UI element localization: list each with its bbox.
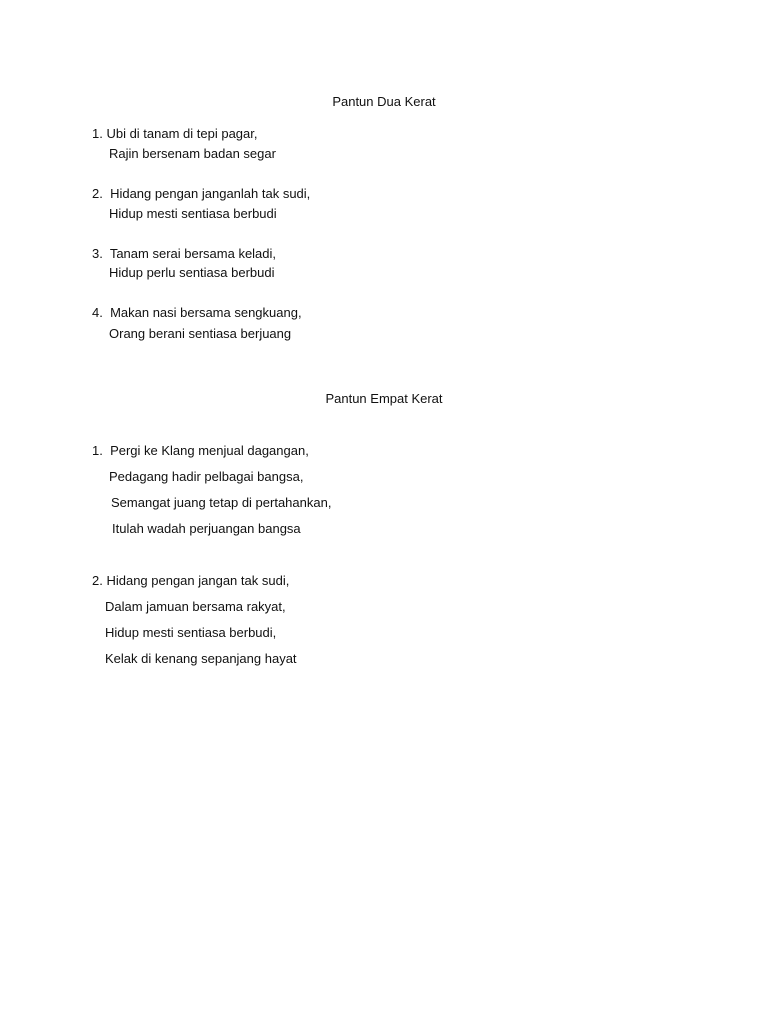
pantun-dua-1-line-1: 1. Ubi di tanam di tepi pagar,	[92, 126, 258, 141]
pantun-dua-4-line-1: 4. Makan nasi bersama sengkuang,	[92, 305, 302, 320]
pantun-empat-1-line-4: Itulah wadah perjuangan bangsa	[112, 521, 301, 536]
pantun-empat-2-line-1: 2. Hidang pengan jangan tak sudi,	[92, 573, 290, 588]
pantun-dua-2-line-2: Hidup mesti sentiasa berbudi	[109, 206, 277, 221]
pantun-empat-2-line-3: Hidup mesti sentiasa berbudi,	[105, 625, 277, 640]
heading-pantun-dua-kerat: Pantun Dua Kerat	[332, 94, 436, 109]
heading-pantun-empat-kerat: Pantun Empat Kerat	[325, 391, 443, 406]
pantun-dua-3-line-2: Hidup perlu sentiasa berbudi	[109, 265, 275, 280]
pantun-dua-4-line-2: Orang berani sentiasa berjuang	[109, 326, 292, 341]
pantun-dua-1-line-2: Rajin bersenam badan segar	[109, 146, 276, 161]
pantun-dua-2-line-1: 2. Hidang pengan janganlah tak sudi,	[92, 186, 311, 201]
pantun-empat-2-line-4: Kelak di kenang sepanjang hayat	[105, 651, 297, 666]
pantun-dua-3-line-1: 3. Tanam serai bersama keladi,	[92, 246, 277, 261]
pantun-empat-1-line-3: Semangat juang tetap di pertahankan,	[111, 495, 332, 510]
pantun-empat-1-line-1: 1. Pergi ke Klang menjual dagangan,	[92, 443, 309, 458]
pantun-empat-1-line-2: Pedagang hadir pelbagai bangsa,	[109, 469, 304, 484]
pantun-empat-2-line-2: Dalam jamuan bersama rakyat,	[105, 599, 286, 614]
